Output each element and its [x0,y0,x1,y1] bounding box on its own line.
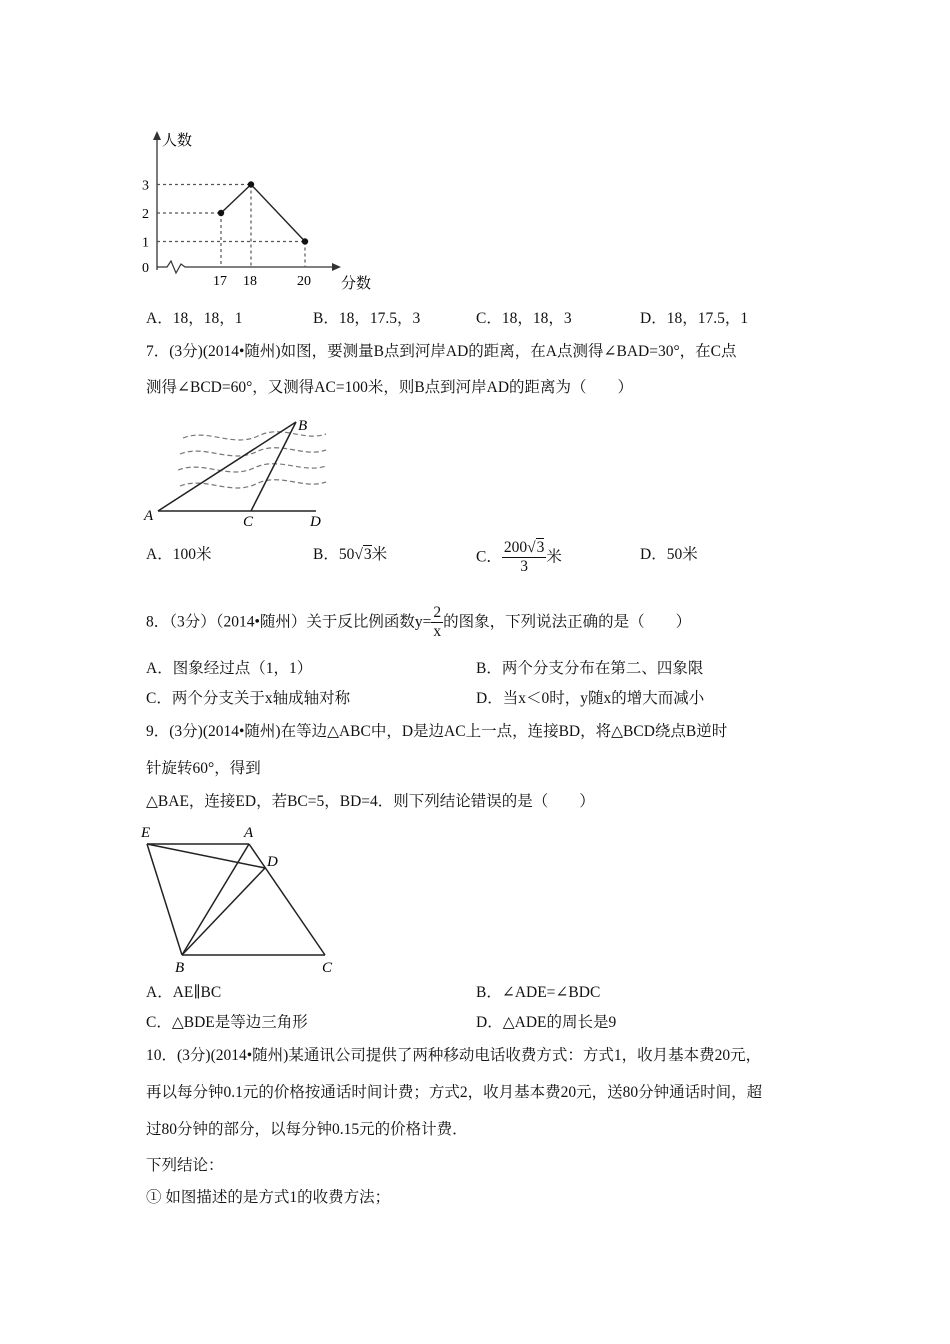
q10-stem-line5: ① 如图描述的是方式1的收费方法； [146,1189,391,1206]
option-label: B． [313,546,339,563]
q9-stem-line3: △BAE，连接ED，若BC=5，BD=4．则下列结论错误的是（ ） [146,793,595,810]
coefficient: 50 [338,546,355,563]
y-tick-label: 2 [142,207,149,222]
segment-ab [182,844,249,955]
x-tick-label: 17 [213,274,227,289]
q7-stem-line1: 7．(3分)(2014•随州)如图，要测量B点到河岸AD的距离，在A点测得∠BAD=30°，在C点 [146,343,737,360]
q9-option-d [476,1013,616,1033]
option-text: 两个分支分布在第二、四象限 [501,660,704,677]
data-point [302,238,308,244]
unit: 米 [371,546,388,563]
label-a: A [244,825,254,841]
option-text: 当x＜0时，y随x的增大而减小 [502,690,705,707]
y-axis-label: 人数 [162,133,193,149]
fraction [502,539,547,576]
option-label: B． [313,310,339,327]
option-text: 100米 [172,546,212,563]
option-label: D． [640,310,667,327]
option-text: ∠ADE=∠BDC [501,984,601,1001]
label-a: A [144,508,154,524]
q9-option-c [146,1013,308,1033]
river-wave-lines [178,432,326,488]
q9-triangle-figure [138,820,348,980]
q8-option-a [146,659,312,679]
q10-stem-line1: 10．(3分)(2014•随州)某通讯公司提供了两种移动电话收费方式：方式1，收月基本费20元， [146,1047,762,1064]
option-label: C． [476,548,502,566]
numerator-coefficient: 200 [503,539,528,556]
q7-river-figure [138,410,338,532]
option-label: C． [146,690,172,707]
y-tick-label: 1 [142,235,149,251]
q7-option-d [640,545,698,565]
q9-option-b [476,983,600,1003]
option-text: 50米 [666,546,698,563]
sqrt-icon: √ [354,546,363,563]
y-tick-label: 3 [142,178,149,194]
frac-denominator: x [433,623,442,640]
q9-option-a [146,983,221,1003]
q7-option-a [146,545,211,565]
label-c: C [322,960,333,976]
option-label: A． [146,310,173,327]
series-line [221,185,305,242]
segment-ac [249,844,325,955]
frac-numerator: 2 [433,604,442,621]
q7-option-b [313,545,387,565]
q8-option-c [146,689,350,709]
label-b: B [298,418,308,434]
label-e: E [141,825,151,841]
x-axis-label: 分数 [341,276,372,292]
option-text: 18，17.5，1 [666,310,749,327]
y-axis-arrow [153,131,161,140]
stem-before: 8．（3分）（2014•随州）关于反比例函数y= [146,613,432,631]
q6-option-a [146,309,242,329]
option-label: D． [640,546,667,563]
q9-stem-line2: 针旋转60°，得到 [146,760,261,777]
option-label: A． [146,660,173,677]
segment-bd [182,868,265,955]
option-label: C． [146,1014,172,1031]
q8-stem [146,604,691,641]
q9-stem-line1: 9．(3分)(2014•随州)在等边△ABC中，D是边AC上一点，连接BD，将△BCD绕点B逆时 [146,723,728,740]
q10-stem-line2: 再以每分钟0.1元的价格按通话时间计费；方式2，收月基本费20元，送80分钟通话时间，超 [146,1084,763,1101]
label-c: C [243,514,254,530]
segment-eb [147,844,182,955]
x-tick-label: 20 [297,274,311,289]
label-d: D [267,854,278,870]
axis-break-icon [157,261,190,273]
function-fraction [431,604,443,641]
radicand: 3 [363,546,372,563]
q7-option-c [476,539,562,576]
q6-option-d [640,309,748,329]
option-text: 两个分支关于x轴成轴对称 [171,690,351,707]
option-text: AE∥BC [172,984,222,1001]
option-label: B． [476,984,502,1001]
q6-option-c [476,309,572,329]
option-label: C． [476,310,502,327]
option-label: D． [476,690,503,707]
q6-option-b [313,309,420,329]
data-point [248,181,254,187]
option-text: 图象经过点（1，1） [172,660,313,677]
x-axis-arrow [332,263,341,271]
label-d: D [310,514,321,530]
option-label: A． [146,546,173,563]
label-b: B [175,960,185,976]
q7-stem-line2: 测得∠BCD=60°，又测得AC=100米，则B点到河岸AD的距离为（ ） [146,379,634,396]
line-ab [158,422,296,511]
q10-stem-line3: 过80分钟的部分，以每分钟0.15元的价格计费． [146,1121,468,1138]
origin-label: 0 [142,261,149,276]
data-point [218,210,224,216]
option-label: D． [476,1014,503,1031]
option-text: 18，18，1 [172,310,243,327]
q6-line-chart [135,125,385,300]
sqrt-icon: √ [527,539,536,556]
option-label: B． [476,660,502,677]
radicand: 3 [536,539,545,556]
denominator: 3 [520,558,528,575]
x-tick-label: 18 [243,274,257,289]
option-text: 18，17.5，3 [338,310,421,327]
q8-option-d [476,689,704,709]
stem-after: 的图象，下列说法正确的是（ ） [443,613,692,631]
q8-option-b [476,659,703,679]
option-text: 18，18，3 [501,310,572,327]
option-label: A． [146,984,173,1001]
unit: 米 [546,548,562,566]
option-text: △BDE是等边三角形 [171,1014,308,1031]
option-text: △ADE的周长是9 [502,1014,617,1031]
q10-stem-line4: 下列结论： [146,1157,224,1174]
